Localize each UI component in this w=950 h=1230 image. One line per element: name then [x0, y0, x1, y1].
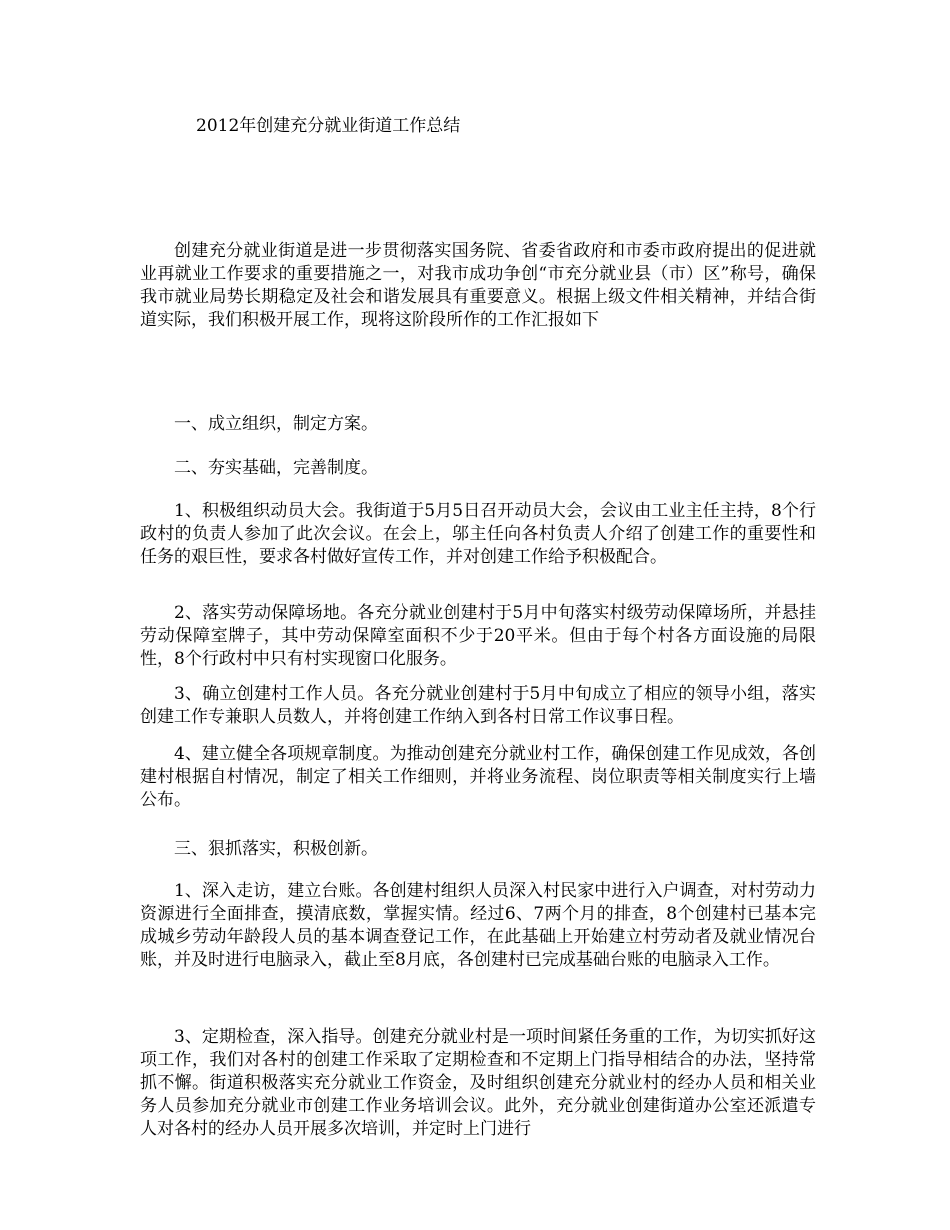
paragraph-3-1: 1、深入走访，建立台账。各创建村组织人员深入村民家中进行入户调查，对村劳动力资源进行全面排查，摸清底数，掌握实情。经过6、7两个月的排查，8个创建村已基本完成城乡劳动年龄段人员的基本调查登记工作，在此基础上开始建立村劳动者及就业情况台账，并及时进行电脑录入，截止至8月底，各创建村已完成基础台账的电脑录入工作。: [140, 881, 816, 970]
section-heading-2: 二、夯实基础，完善制度。: [174, 458, 378, 478]
paragraph-2-3: 3、确立创建村工作人员。各充分就业创建村于5月中旬成立了相应的领导小组，落实创建工作专兼职人员数人，并将创建工作纳入到各村日常工作议事日程。: [140, 684, 816, 727]
paragraph-2-4: 4、建立健全各项规章制度。为推动创建充分就业村工作，确保创建工作见成效，各创建村根据自村情况，制定了相关工作细则，并将业务流程、岗位职责等相关制度实行上墙公布。: [140, 744, 816, 810]
paragraph-3-3: 3、定期检查，深入指导。创建充分就业村是一项时间紧任务重的工作，为切实抓好这项工作，我们对各村的创建工作采取了定期检查和不定期上门指导相结合的办法，坚持常抓不懈。街道积极落实充分就业工作资金，及时组织创建充分就业村的经办人员和相关业务人员参加充分就业市创建工作业务培训会议。此外，充分就业创建街道办公室还派遣专人对各村的经办人员开展多次培训，并定时上门进行: [140, 1027, 816, 1139]
paragraph-2-2: 2、落实劳动保障场地。各充分就业创建村于5月中旬落实村级劳动保障场所，并悬挂劳动保障室牌子，其中劳动保障室面积不少于20平米。但由于每个村各方面设施的局限性，8个行政村中只有村实现窗口化服务。: [140, 603, 816, 669]
intro-paragraph: 创建充分就业街道是进一步贯彻落实国务院、省委省政府和市委市政府提出的促进就业再就业工作要求的重要措施之一，对我市成功争创“市充分就业县（市）区”称号，确保我市就业局势长期稳定及社会和谐发展具有重要意义。根据上级文件相关精神，并结合街道实际，我们积极开展工作，现将这阶段所作的工作汇报如下: [140, 241, 816, 330]
document-title: 2012年创建充分就业街道工作总结: [196, 116, 461, 136]
section-heading-3: 三、狠抓落实，积极创新。: [174, 839, 378, 859]
section-heading-1: 一、成立组织，制定方案。: [174, 414, 378, 434]
paragraph-2-1: 1、积极组织动员大会。我街道于5月5日召开动员大会，会议由工业主任主持，8个行政村的负责人参加了此次会议。在会上，邬主任向各村负责人介绍了创建工作的重要性和任务的艰巨性，要求各村做好宣传工作，并对创建工作给予积极配合。: [140, 501, 816, 567]
